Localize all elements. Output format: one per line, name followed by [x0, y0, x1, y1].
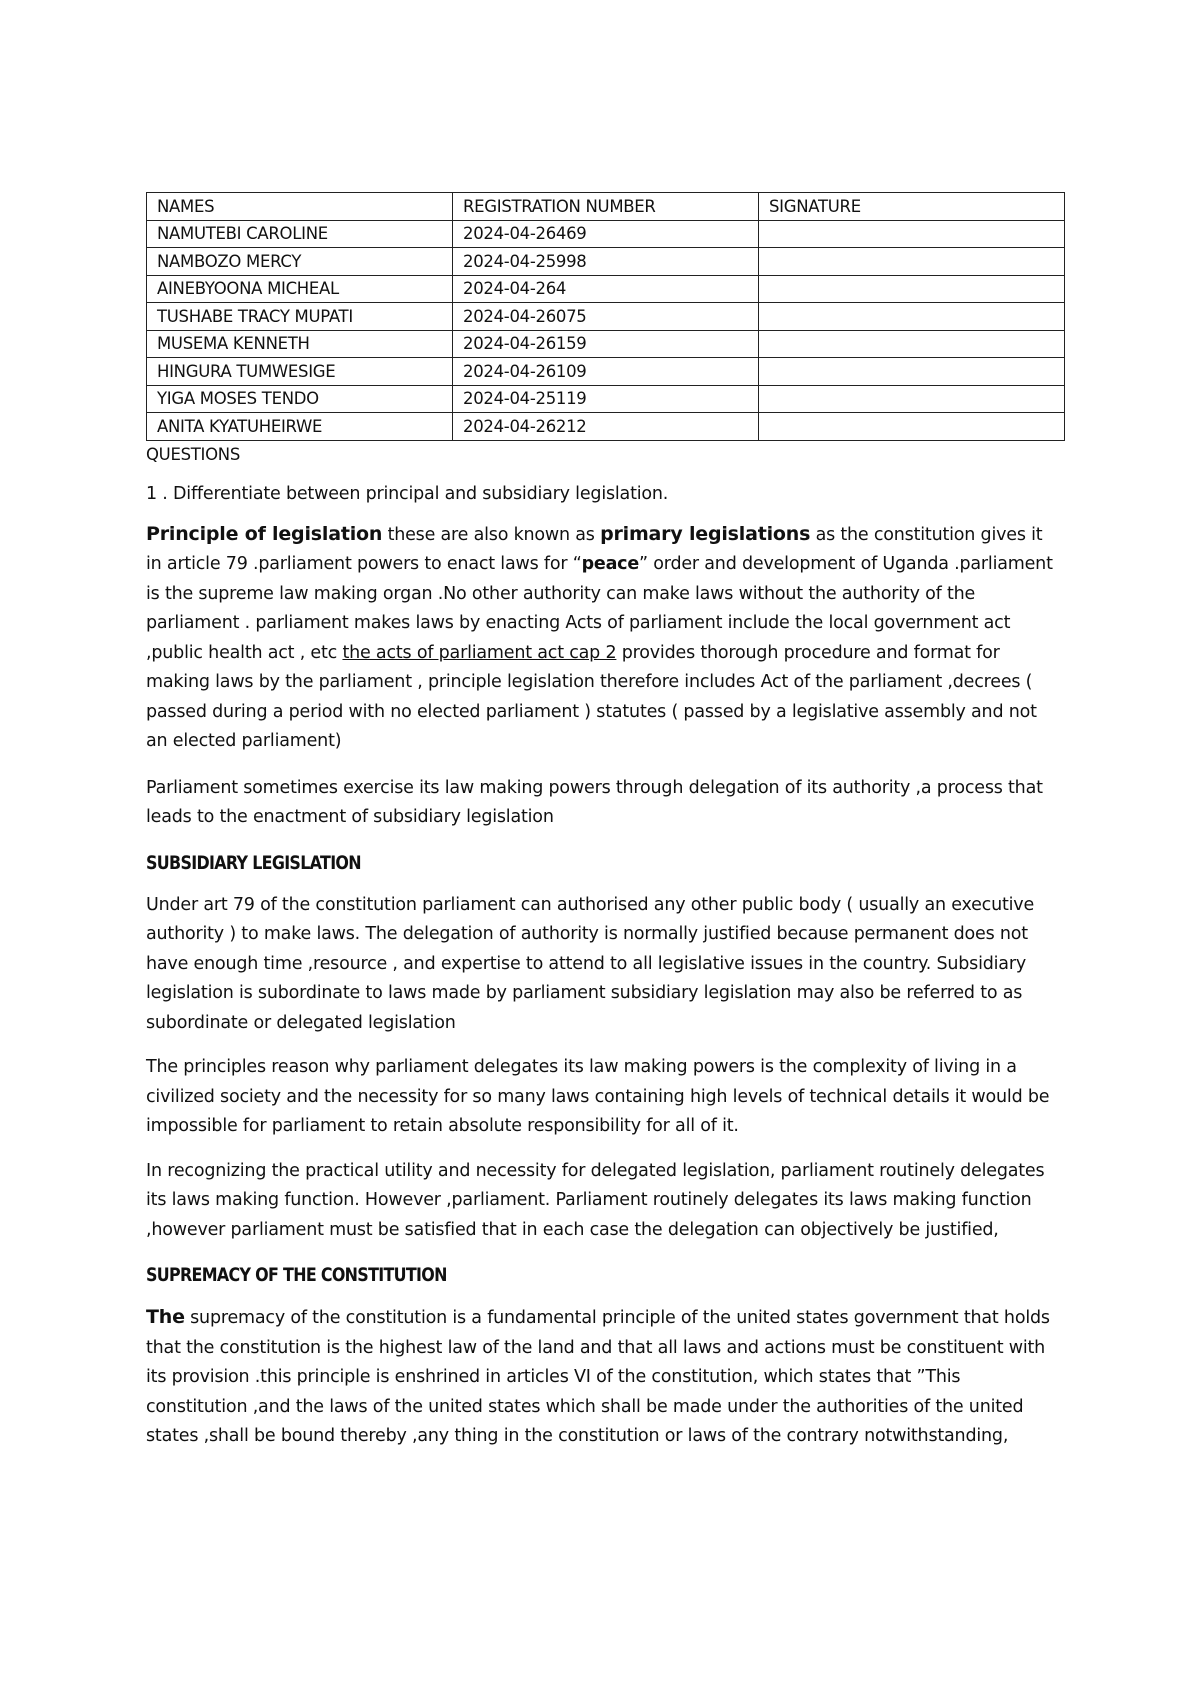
- student-name: HINGURA TUMWESIGE: [147, 358, 453, 386]
- question-1: 1 . Differentiate between principal and subsidiary legislation.: [146, 483, 669, 504]
- registration-number: 2024-04-26109: [453, 358, 759, 386]
- principle-text-4: provides thorough procedure and format for making laws by the parliament , principle legislation therefore includes Act of the parliament ,decrees ( passed during a period with no elected parliament ) statutes ( passed by a legislative assembly and not an elected parliament): [146, 642, 1037, 751]
- signature-cell: [759, 413, 1065, 441]
- signature-cell: [759, 303, 1065, 331]
- header-registration-number: REGISTRATION NUMBER: [453, 193, 759, 221]
- delegation-paragraph: Parliament sometimes exercise its law making powers through delegation of its authority ,a process that leads to the enactment of subsidiary legislation: [146, 777, 1043, 827]
- registration-number: 2024-04-26469: [453, 220, 759, 248]
- signature-cell: [759, 220, 1065, 248]
- table-row: [147, 385, 1065, 413]
- registration-number: 2024-04-25119: [453, 385, 759, 413]
- student-name: NAMUTEBI CAROLINE: [147, 220, 453, 248]
- student-name: NAMBOZO MERCY: [147, 248, 453, 276]
- subsidiary-legislation-heading: SUBSIDIARY LEGISLATION: [146, 852, 361, 874]
- student-name: MUSEMA KENNETH: [147, 330, 453, 358]
- principle-text-3: ” order and development of Uganda .parliament is the supreme law making organ .No other authority can make laws without the authority of the parliament . parliament makes laws by enacting Acts of parliament include the local government act ,public health act , etc: [146, 554, 1053, 663]
- header-names: NAMES: [147, 193, 453, 221]
- principle-text-1: these are also known as: [382, 524, 601, 545]
- acts-of-parliament-reference: the acts of parliament act cap 2: [342, 642, 617, 663]
- supremacy-heading: SUPREMACY OF THE CONSTITUTION: [146, 1265, 447, 1286]
- signature-cell: [759, 275, 1065, 303]
- registration-number: 2024-04-26159: [453, 330, 759, 358]
- registration-table: [146, 192, 1065, 441]
- document-content: [146, 192, 1062, 1452]
- table-row: [147, 275, 1065, 303]
- table-row: [147, 330, 1065, 358]
- table-header-row: [147, 193, 1065, 221]
- student-name: YIGA MOSES TENDO: [147, 385, 453, 413]
- signature-cell: [759, 358, 1065, 386]
- table-row: [147, 413, 1065, 441]
- supremacy-lead-word: The: [146, 1306, 185, 1328]
- student-name: TUSHABE TRACY MUPATI: [147, 303, 453, 331]
- table-row: [147, 303, 1065, 331]
- table-row: [147, 358, 1065, 386]
- primary-term: primary legislations: [600, 522, 811, 545]
- principle-text-2: as the constitution gives it in article 79 .parliament powers to enact laws for “: [146, 524, 1043, 574]
- student-name: ANITA KYATUHEIRWE: [147, 413, 453, 441]
- supremacy-text: supremacy of the constitution is a fundamental principle of the united states government that holds that the constitution is the highest law of the land and that all laws and actions must be constituent with its provision .this principle is enshrined in articles VI of the constitution, which states that ”This constitution ,and the laws of the united states which shall be made under the authorities of the united states ,shall be bound thereby ,any thing in the constitution or laws of the contrary notwithstanding,: [146, 1308, 1050, 1446]
- principle-paragraph: [146, 520, 1062, 757]
- principle-term: Principle of legislation: [146, 522, 383, 545]
- header-signature: SIGNATURE: [759, 193, 1065, 221]
- subsidiary-paragraph-3: In recognizing the practical utility and necessity for delegated legislation, parliament routinely delegates its laws making function. However ,parliament. Parliament routinely delegates its laws making function ,however parliament must be satisfied that in each case the delegation can objectively be justified,: [146, 1160, 1045, 1240]
- subsidiary-paragraph-2: The principles reason why parliament delegates its law making powers is the complexity of living in a civilized society and the necessity for so many laws containing high levels of technical details it would be impossible for parliament to retain absolute responsibility for all of it.: [146, 1057, 1050, 1136]
- student-name: AINEBYOONA MICHEAL: [147, 275, 453, 303]
- signature-cell: [759, 248, 1065, 276]
- registration-number: 2024-04-26075: [453, 303, 759, 331]
- registration-number: 2024-04-25998: [453, 248, 759, 276]
- questions-label: QUESTIONS: [146, 444, 241, 464]
- registration-number: 2024-04-264: [453, 275, 759, 303]
- subsidiary-paragraph-1: Under art 79 of the constitution parliament can authorised any other public body ( usually an executive authority ) to make laws. The delegation of authority is normally justified because permanent does not have enough time ,resource , and expertise to attend to all legislative issues in the country. Subsidiary legislation is subordinate to laws made by parliament subsidiary legislation may also be referred to as subordinate or delegated legislation: [146, 894, 1035, 1033]
- registration-number: 2024-04-26212: [453, 413, 759, 441]
- peace-term: peace: [581, 554, 640, 574]
- table-row: [147, 220, 1065, 248]
- signature-cell: [759, 330, 1065, 358]
- signature-cell: [759, 385, 1065, 413]
- supremacy-paragraph: [146, 1303, 1062, 1452]
- table-row: [147, 248, 1065, 276]
